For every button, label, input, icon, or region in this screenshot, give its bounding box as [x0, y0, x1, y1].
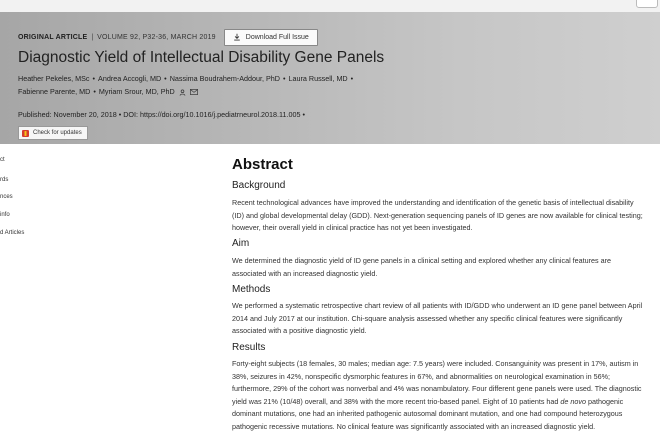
top-right-button[interactable] — [636, 0, 658, 8]
results-text-part: pathogenic dominant mutations, one had an inherited pathogenic autosomal dominant mutation, and one had compound heterozygous pathogenic recessive mutations. No clinical feature was significantly associated with an increased diagnostic yield. — [232, 396, 624, 431]
author-separator: • — [282, 74, 286, 83]
aim-text: We determined the diagnostic yield of ID gene panels in a clinical setting and explored whether any clinical features are associated with an increased diagnostic yield. — [232, 256, 612, 278]
abstract-heading: Abstract — [232, 156, 293, 173]
article-title: Diagnostic Yield of Intellectual Disability Gene Panels — [18, 49, 385, 66]
results-text-italic: de novo — [560, 396, 586, 406]
results-heading: Results — [232, 342, 266, 353]
sidebar-item-article-info[interactable]: info — [0, 212, 10, 218]
author-link[interactable]: Nassima Boudrahem-Addour, PhD — [169, 74, 280, 83]
download-label: Download Full Issue — [245, 33, 309, 41]
aim-heading: Aim — [232, 238, 250, 249]
author-link[interactable]: Fabienne Parente, MD — [18, 87, 91, 96]
volume-info: VOLUME 92, P32-36, MARCH 2019 — [97, 33, 216, 41]
email-icon[interactable] — [190, 89, 198, 95]
methods-heading: Methods — [232, 284, 271, 295]
article-type-label: ORIGINAL ARTICLE — [18, 33, 88, 41]
results-text — [232, 358, 644, 434]
author-link[interactable]: Heather Pekeles, MSc — [18, 74, 90, 83]
background-heading: Background — [232, 180, 286, 191]
published-date: Published: November 20, 2018 — [18, 110, 117, 119]
author-link[interactable]: Myriam Srour, MD, PhD — [98, 87, 175, 96]
check-for-updates-button[interactable] — [18, 126, 88, 140]
sidebar-item-abstract[interactable]: ct — [0, 157, 5, 163]
article-meta-row — [18, 29, 318, 45]
background-text: Recent technological advances have improved the understanding and identification of the genetic basis of intellectual disability (ID) and global developmental delay (GDD). Next-generation sequencing panels of ID genes are now available for clinical testing; however, their overall yield in clinical practice has not yet been investigated. — [232, 198, 643, 233]
info-separator: • — [118, 110, 124, 119]
author-separator: • — [164, 74, 167, 83]
download-full-issue-button[interactable] — [224, 29, 318, 46]
sidebar-item-keywords[interactable]: rds — [0, 177, 9, 183]
sidebar-item-related-articles[interactable]: d Articles — [0, 230, 25, 236]
info-separator: • — [302, 110, 306, 119]
author-separator: • — [93, 87, 96, 96]
author-separator: • — [350, 74, 354, 83]
methods-text: We performed a systematic retrospective chart review of all patients with ID/GDD who underwent an ID gene panel between April 2014 and July 2017 at our institution. Chi-square analysis assessed whether any specific clinical features were significantly associated with a positive diagnostic yield. — [232, 301, 643, 336]
check-updates-label: Check for updates — [33, 130, 82, 136]
person-icon[interactable] — [179, 89, 186, 96]
author-link[interactable]: Andrea Accogli, MD — [98, 74, 162, 83]
article-header-banner — [0, 12, 660, 144]
download-icon — [233, 33, 241, 41]
author-link[interactable]: Laura Russell, MD — [288, 74, 348, 83]
publication-info — [18, 110, 305, 119]
results-text-part: Forty-eight subjects (18 females, 30 males; median age: 7.5 years) were included. Consanguinity was present in 17%, autism in 38%, seizures in 42%, nonspecific dysmorphic features in 67%, and abnormalities on neurological examination in 56%; furthermore, 29% of the cohort was nonverbal and 4% was nonambulatory. Four different gene panels were used. The diagnostic yield was 21% (10/48) overall, and 38% with the more recent trio-based panel. Eight of 10 patients had — [232, 359, 642, 406]
sidebar-item-references[interactable]: nces — [0, 194, 13, 200]
meta-separator: | — [91, 33, 94, 41]
author-list — [18, 72, 354, 98]
doi-link[interactable]: DOI: https://doi.org/10.1016/j.pediatrneurol.2018.11.005 — [123, 110, 301, 119]
crossmark-icon — [22, 130, 29, 137]
author-separator: • — [92, 74, 96, 83]
